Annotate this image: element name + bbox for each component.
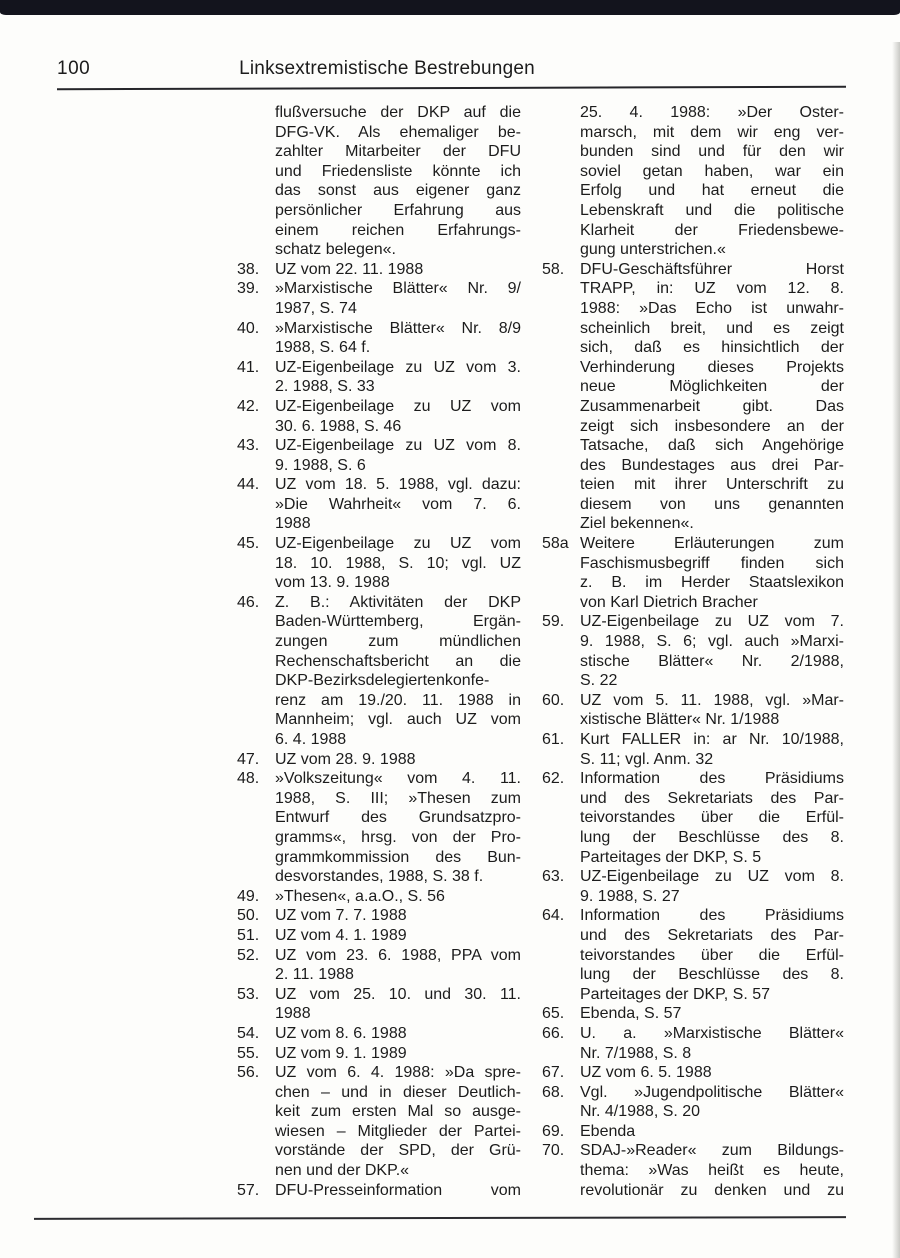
text-line: keit zum ersten Mal so ausge- [275,1103,521,1121]
footnote-number: 58a [542,535,569,553]
footnote-text [275,279,521,318]
text-line: zeigt sich insbesondere an der [580,417,844,435]
footnote-number: 56. [237,1064,260,1082]
footnote-text [275,1044,521,1064]
text-line: 6. 4. 1988 [275,731,347,748]
footnote-entry [542,730,844,769]
text-line: UZ vom 18. 5. 1988, vgl. dazu: [275,476,521,494]
footnote-entry [237,319,521,358]
text-line: Information des Präsidiums [580,770,844,788]
text-line: UZ vom 6. 4. 1988: »Da spre- [275,1064,521,1082]
footnote-text [275,926,521,946]
text-line: SDAJ-»Reader« zum Bildungs- [580,1142,844,1160]
page-title: Linksextremistische Bestrebungen [239,58,535,79]
text-line: z. B. im Herder Staatslexikon [580,574,844,592]
text-line: wiesen – Mitglieder der Partei- [275,1122,521,1140]
footer-rule [34,1216,846,1220]
footnote-number: 64. [542,907,565,925]
text-line: vorstände der SPD, der Grü- [275,1142,521,1160]
footnote-text [275,475,521,534]
scan-edge-right [892,42,900,1258]
footnote-number: 59. [542,613,565,631]
footnote-entry [237,1024,521,1044]
footnote-entry [237,534,521,593]
text-line: stische Blätter« Nr. 2/1988, [580,652,844,670]
footnote-number: 52. [237,946,260,964]
text-line: einem reichen Erfahrungs- [275,221,521,239]
footnote-text [580,612,844,690]
text-line: diesem von uns genannten [580,495,844,513]
footnote-text [275,1063,521,1181]
footnote-text [275,397,521,436]
text-line: 1988: »Das Echo ist unwahr- [580,299,844,317]
footnote-entry [542,612,844,690]
text-line: Mannheim; vgl. auch UZ vom [275,711,521,729]
footnote-number: 47. [237,750,260,768]
footnote-entry [237,750,521,770]
text-line: Parteitages der DKP, S. 57 [580,985,771,1003]
footnote-text [275,769,521,887]
text-line: vom 13. 9. 1988 [275,574,390,592]
footnote-text [275,319,521,358]
footnote-entry [542,1004,844,1024]
text-line: »Marxistische Blätter« Nr. 9/ [275,280,521,298]
text-line: Rechenschaftsbericht an die [275,652,521,670]
footnote-number: 68. [542,1083,565,1101]
footnote-continuation [542,103,844,260]
text-line: teien mit ihrer Unterschrift zu [580,476,844,494]
text-line: zahlter Mitarbeiter der DFU [275,143,521,161]
footnote-entry [237,887,521,907]
footnote-number: 45. [237,535,260,553]
text-line: »Marxistische Blätter« Nr. 8/9 [275,319,521,337]
footnote-text [580,1004,844,1024]
text-line: Vgl. »Jugendpolitische Blätter« [580,1083,844,1101]
footnote-number: 60. [542,691,565,709]
text-line: soviel getan haben, war ein [580,162,844,180]
page-number: 100 [57,58,91,79]
footnote-text [580,691,844,730]
text-line: DFG-VK. Als ehemaliger be- [275,123,521,141]
footnote-number: 42. [237,397,260,415]
footnote-number: 43. [237,437,260,455]
text-line: DFU-Presseinformation vom [275,1181,521,1199]
footnote-continuation [237,103,521,260]
text-line: U. a. »Marxistische Blätter« [580,1024,844,1042]
text-line: Weitere Erläuterungen zum [580,535,844,553]
text-line: S. 11; vgl. Anm. 32 [580,750,714,768]
text-line: grammkommission des Bun- [275,848,521,866]
text-line: Klarheit der Friedensbewe- [580,221,844,239]
text-line: bunden sind und für den wir [580,143,844,161]
text-line: und des Sekretariats des Par- [580,926,844,944]
text-line: DFU-Geschäftsführer Horst [580,260,844,278]
text-line: flußversuche der DKP auf die [275,104,521,121]
footnote-entry [542,260,844,534]
text-line: UZ-Eigenbeilage zu UZ vom [275,535,521,553]
text-line: das sonst aus eigener ganz [275,182,521,200]
footnote-text [580,769,844,867]
footnote-text [275,103,521,260]
text-line: UZ vom 4. 1. 1989 [275,926,407,944]
footnote-text [580,534,844,612]
text-line: schatz belegen«. [275,241,396,259]
footnote-entry [237,260,521,280]
text-line: Verhinderung dieses Projekts [580,358,844,376]
footnote-number: 53. [237,985,260,1003]
text-line: und des Sekretariats des Par- [580,789,844,807]
text-line: UZ vom 5. 11. 1988, vgl. »Mar- [580,691,844,709]
text-line: Faschismusbegriff finden sich [580,554,844,572]
footnotes-column-right [542,103,844,1200]
footnote-number: 67. [542,1064,565,1082]
footnote-entry [542,906,844,1004]
text-line: thema: »Was heißt es heute, [580,1162,844,1180]
text-line: UZ vom 23. 6. 1988, PPA vom [275,946,521,964]
footnote-entry [237,436,521,475]
footnote-entry [237,1063,521,1181]
text-line: 30. 6. 1988, S. 46 [275,417,402,435]
footnote-number: 69. [542,1122,565,1140]
footnote-number: 63. [542,868,565,886]
text-line: 1988, S. 64 f. [275,339,371,357]
text-line: 1988 [275,1005,311,1023]
page-header [57,58,843,84]
text-line: von Karl Dietrich Bracher [580,593,758,611]
footnote-text [275,358,521,397]
text-line: scheinlich breit, und es zeigt [580,319,844,337]
footnote-number: 65. [542,1005,565,1023]
footnote-entry [237,1181,521,1201]
footnote-text [580,1024,844,1063]
footnote-number: 48. [237,770,260,788]
text-line: xistische Blätter« Nr. 1/1988 [580,711,780,729]
text-line: Parteitages der DKP, S. 5 [580,848,762,866]
footnote-text [275,946,521,985]
text-line: Entwurf des Grundsatzpro- [275,809,521,827]
footnote-text [580,1063,844,1083]
footnote-text [580,103,844,260]
footnote-entry [237,985,521,1024]
text-line: renz am 19./20. 11. 1988 in [275,691,521,709]
text-line: Ziel bekennen«. [580,515,694,533]
text-line: S. 22 [580,672,618,690]
footnote-text [275,436,521,475]
footnote-text [275,887,521,907]
footnote-entry [237,926,521,946]
text-line: neue Möglichkeiten der [580,378,844,396]
footnote-entry [237,397,521,436]
footnote-entry [237,1044,521,1064]
text-line: Zusammenarbeit gibt. Das [580,397,844,415]
footnote-entry [237,475,521,534]
footnote-text [275,1181,521,1201]
text-line: Nr. 4/1988, S. 20 [580,1103,701,1121]
text-line: UZ vom 6. 5. 1988 [580,1064,712,1082]
text-line: Lebenskraft und die politische [580,201,844,219]
text-line: UZ vom 22. 11. 1988 [275,260,424,278]
header-rule [57,86,846,90]
footnote-text [275,260,521,280]
footnote-text [580,730,844,769]
footnote-entry [237,279,521,318]
footnote-entry [237,946,521,985]
text-line: Information des Präsidiums [580,907,844,925]
footnote-entry [237,358,521,397]
footnote-entry [542,1122,844,1142]
text-line: persönlicher Erfahrung aus [275,201,521,219]
footnote-number: 61. [542,731,565,748]
footnote-text [580,1141,844,1200]
footnote-text [275,750,521,770]
text-line: lung der Beschlüsse des 8. [580,828,844,846]
text-line: 18. 10. 1988, S. 10; vgl. UZ [275,554,521,572]
footnote-number: 54. [237,1024,260,1042]
text-line: 9. 1988, S. 6; vgl. auch »Marxi- [580,633,844,651]
text-line: Z. B.: Aktivitäten der DKP [275,593,521,611]
footnote-number: 46. [237,593,260,611]
text-line: gramms«, hrsg. von der Pro- [275,828,521,846]
footnote-entry [237,769,521,887]
text-line: revolutionär zu denken und zu [580,1181,844,1199]
footnote-number: 62. [542,770,565,788]
text-line: »Die Wahrheit« vom 7. 6. [275,495,521,513]
footnote-number: 41. [237,358,260,376]
footnote-number: 44. [237,476,260,494]
text-line: Baden-Württemberg, Ergän- [275,613,521,631]
text-line: »Thesen«, a.a.O., S. 56 [275,887,445,905]
text-line: 9. 1988, S. 27 [580,887,680,905]
footnote-number: 55. [237,1044,260,1062]
text-line: Erfolg und hat erneut die [580,182,844,200]
footnote-number: 57. [237,1181,260,1199]
text-line: marsch, mit dem wir eng ver- [580,123,844,141]
text-line: TRAPP, in: UZ vom 12. 8. [580,280,844,298]
footnote-text [580,1122,844,1142]
footnote-number: 40. [237,319,260,337]
footnote-text [580,260,844,534]
text-line: 9. 1988, S. 6 [275,456,366,474]
text-line: und Friedensliste könnte ich [275,162,521,180]
text-line: sich, daß es hinsichtlich der [580,339,844,357]
text-line: Ebenda, S. 57 [580,1005,682,1023]
footnote-number: 66. [542,1024,565,1042]
footnote-number: 50. [237,907,260,925]
footnote-entry [542,1063,844,1083]
footnote-entry [542,1141,844,1200]
text-line: desvorstandes, 1988, S. 38 f. [275,868,484,886]
text-line: 25. 4. 1988: »Der Oster- [580,104,844,121]
footnote-entry [542,1083,844,1122]
text-line: chen – und in dieser Deutlich- [275,1083,521,1101]
footnote-text [580,867,844,906]
text-line: UZ vom 28. 9. 1988 [275,750,416,768]
footnote-entry [542,691,844,730]
text-line: UZ-Eigenbeilage zu UZ vom 8. [275,437,521,455]
text-line: UZ vom 7. 7. 1988 [275,907,407,925]
footnote-number: 39. [237,280,260,298]
text-line: 1987, S. 74 [275,299,357,317]
text-line: teivorstandes über die Erfül- [580,946,844,964]
footnote-text [580,1083,844,1122]
footnote-number: 51. [237,926,260,944]
text-line: Tatsache, daß sich Angehörige [580,437,844,455]
text-line: »Volkszeitung« vom 4. 11. [275,770,521,788]
text-line: UZ-Eigenbeilage zu UZ vom 7. [580,613,844,631]
footnote-entry [542,1024,844,1063]
text-line: 2. 11. 1988 [275,966,354,984]
text-line: des Bundestages aus drei Par- [580,456,844,474]
scan-edge-top [0,0,900,15]
footnote-number: 70. [542,1142,565,1160]
footnote-text [275,593,521,750]
footnotes-column-left [237,103,521,1200]
footnote-entry [237,593,521,750]
text-line: Ebenda [580,1122,636,1140]
text-line: 2. 1988, S. 33 [275,378,375,396]
footnote-text [275,985,521,1024]
footnote-text [275,534,521,593]
text-line: Kurt FALLER in: ar Nr. 10/1988, [580,731,844,748]
text-line: 1988, S. III; »Thesen zum [275,789,521,807]
text-line: zungen zum mündlichen [275,633,521,651]
footnote-entry [237,906,521,926]
text-line: UZ vom 25. 10. und 30. 11. [275,985,521,1003]
text-line: Nr. 7/1988, S. 8 [580,1044,692,1062]
text-line: UZ vom 9. 1. 1989 [275,1044,407,1062]
footnote-text [275,1024,521,1044]
text-line: UZ-Eigenbeilage zu UZ vom 3. [275,358,521,376]
text-line: 1988 [275,515,311,533]
text-line: gung unterstrichen.« [580,241,726,259]
footnote-number: 58. [542,260,565,278]
text-line: nen und der DKP.« [275,1162,410,1180]
footnote-text [580,906,844,1004]
text-line: lung der Beschlüsse des 8. [580,966,844,984]
footnote-entry [542,867,844,906]
footnote-entry [542,534,844,612]
footnote-text [275,906,521,926]
text-line: DKP-Bezirksdelegiertenkonfe- [275,672,490,690]
footnote-entry [542,769,844,867]
text-line: UZ vom 8. 6. 1988 [275,1024,407,1042]
text-line: UZ-Eigenbeilage zu UZ vom [275,397,521,415]
text-line: UZ-Eigenbeilage zu UZ vom 8. [580,868,844,886]
footnote-number: 49. [237,887,260,905]
text-line: teivorstandes über die Erfül- [580,809,844,827]
footnote-number: 38. [237,260,260,278]
